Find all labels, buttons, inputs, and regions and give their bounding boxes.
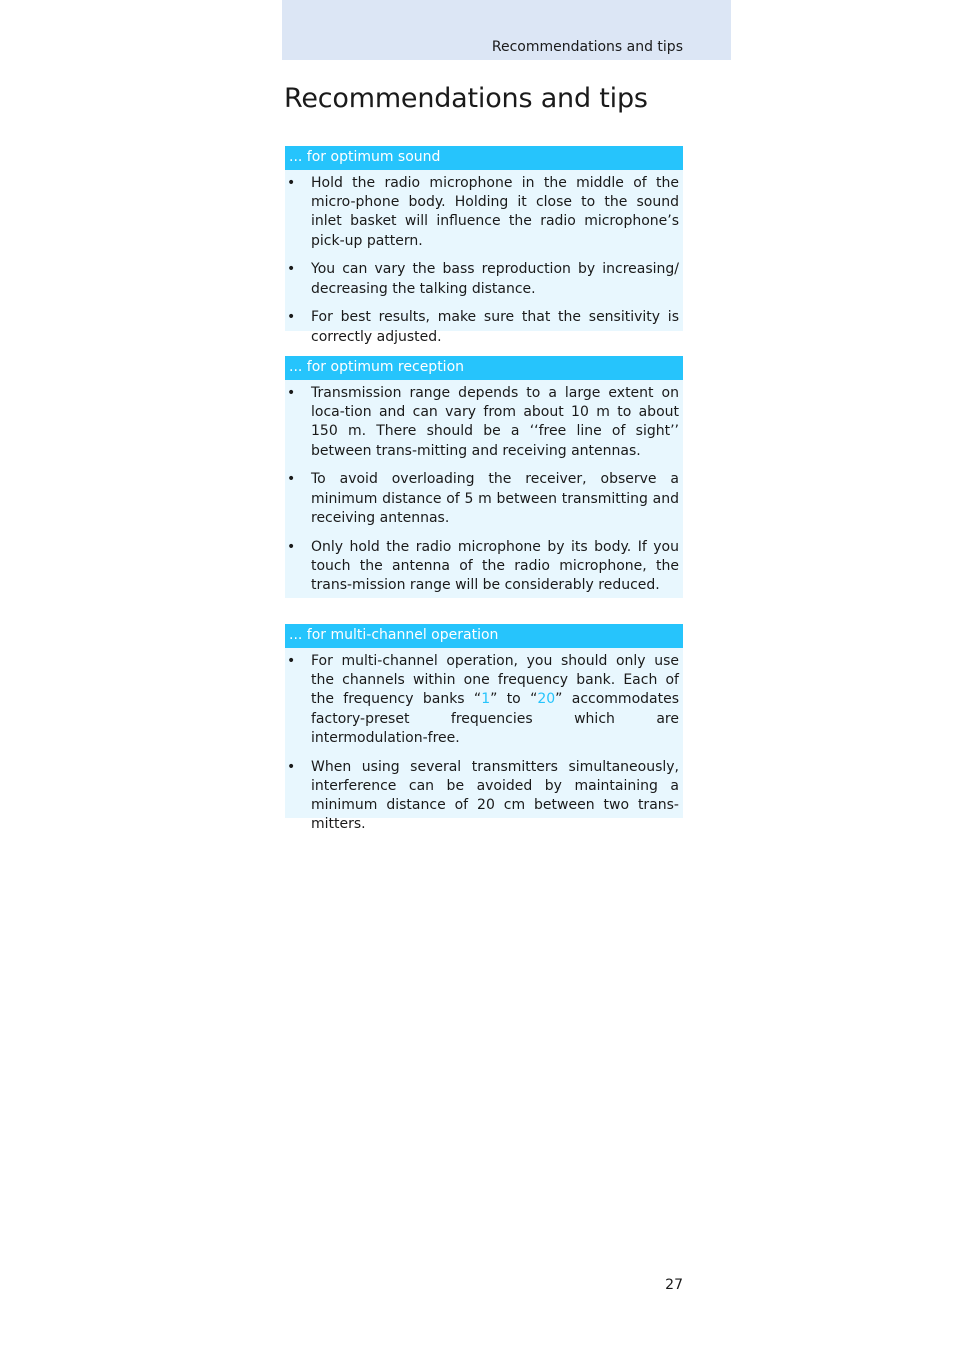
bullet-icon: • bbox=[287, 309, 296, 326]
list-item bbox=[285, 758, 679, 835]
tip-list bbox=[285, 380, 683, 599]
page-number: 27 bbox=[665, 1277, 683, 1293]
section-heading: ... for optimum reception bbox=[285, 356, 683, 380]
bullet-icon: • bbox=[287, 538, 296, 555]
tip-text: You can vary the bass reproduction by increasing/ decreasing the talking distance. bbox=[311, 261, 679, 297]
tip-list bbox=[285, 170, 683, 351]
list-item bbox=[285, 470, 679, 528]
list-item bbox=[285, 538, 679, 596]
tip-text: When using several transmitters simultaneously, interference can be avoided by maintaining a minimum distance of 20 cm between two trans-mitters. bbox=[311, 758, 679, 833]
tip-text-part: ” to “ bbox=[490, 691, 538, 708]
bullet-icon: • bbox=[287, 471, 296, 488]
list-item bbox=[285, 384, 679, 461]
running-header-title: Recommendations and tips bbox=[491, 39, 683, 55]
tip-list bbox=[285, 648, 683, 838]
bank-end-value: 20 bbox=[537, 691, 556, 708]
bullet-icon: • bbox=[287, 758, 296, 775]
section-heading: ... for optimum sound bbox=[285, 146, 683, 170]
list-item bbox=[285, 174, 679, 251]
list-item bbox=[285, 260, 679, 298]
bullet-icon: • bbox=[287, 261, 296, 278]
bullet-icon: • bbox=[287, 653, 296, 669]
bullet-icon: • bbox=[287, 175, 296, 191]
tip-text: Transmission range depends to a large extent on loca-tion and can vary from about 10 m to about 150 m. There should be a ‘‘free line of sight’’ between trans-mitting and receiving antennas. bbox=[311, 385, 679, 459]
section-optimum-reception bbox=[285, 356, 683, 598]
list-item bbox=[285, 308, 679, 346]
tip-text: Only hold the radio microphone by its body. If you touch the antenna of the radio microphone, the trans-mission range will be considerably reduced. bbox=[311, 538, 679, 594]
bullet-icon: • bbox=[287, 385, 296, 401]
running-header bbox=[282, 0, 731, 60]
tip-text: Hold the radio microphone in the middle of the micro-phone body. Holding it close to the sound inlet basket will influence the radio microphone’s pick-up pattern. bbox=[311, 175, 679, 249]
tip-text-part: For multi-channel operation, you should only use the channels within one frequency bank. Each of the frequency banks “ bbox=[311, 653, 679, 708]
page-title: Recommendations and tips bbox=[284, 83, 648, 114]
tip-text: For best results, make sure that the sensitivity is correctly adjusted. bbox=[311, 309, 679, 345]
tip-text: To avoid overloading the receiver, observe a minimum distance of 5 m between transmitting and receiving antennas. bbox=[311, 471, 679, 526]
section-optimum-sound bbox=[285, 146, 683, 345]
list-item bbox=[285, 652, 679, 748]
tip-text bbox=[311, 653, 679, 746]
section-heading: ... for multi-channel operation bbox=[285, 624, 683, 648]
section-multi-channel bbox=[285, 624, 683, 833]
bank-start-value: 1 bbox=[481, 691, 491, 708]
tip-text-part: ” accommodates factory-preset frequencies which are intermodulation-free. bbox=[311, 691, 679, 746]
